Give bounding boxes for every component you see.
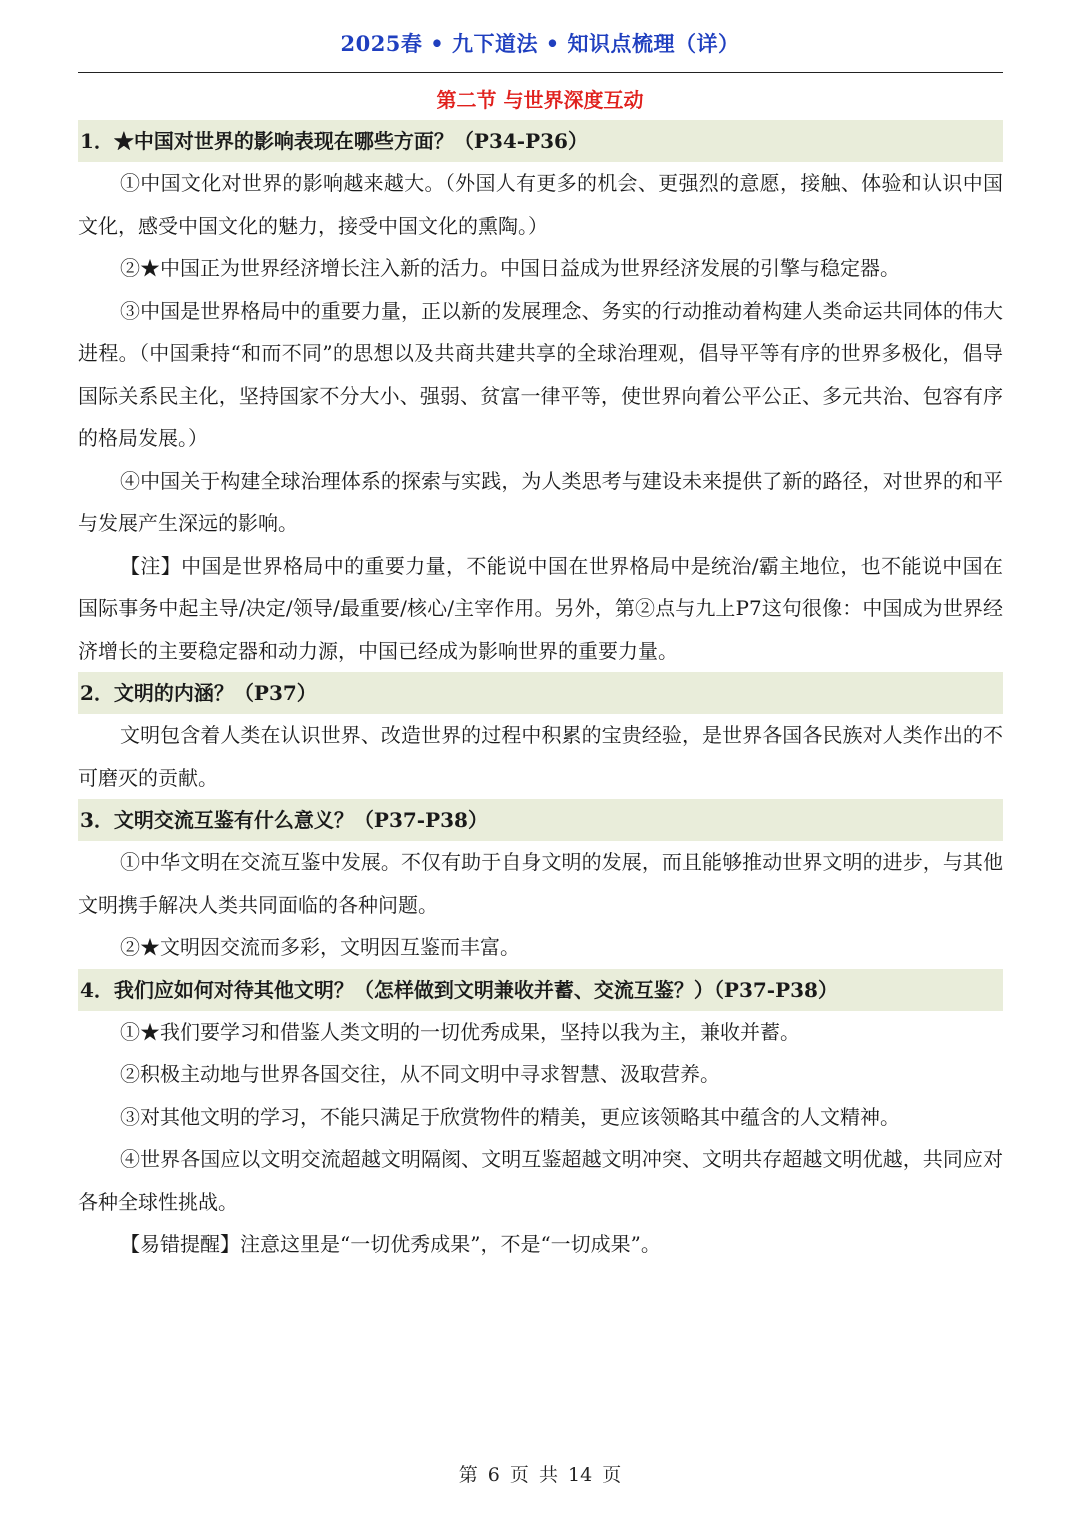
document-header-title: 2025春 • 九下道法 • 知识点梳理（详） <box>340 31 740 56</box>
answer-paragraph: 文明包含着人类在认识世界、改造世界的过程中积累的宝贵经验，是世界各国各民族对人类作出的不可磨灭的贡献。 <box>78 723 1003 790</box>
answer-paragraph: ②积极主动地与世界各国交往，从不同文明中寻求智慧、汲取营养。 <box>120 1062 720 1086</box>
question-heading: 2．文明的内涵？（P37） <box>78 672 1003 714</box>
answer-paragraph: ③对其他文明的学习，不能只满足于欣赏物件的精美，更应该领略其中蕴含的人文精神。 <box>120 1104 900 1129</box>
question-heading: 1．★中国对世界的影响表现在哪些方面？（P34-P36） <box>78 120 1003 162</box>
answer-paragraph: ①中国文化对世界的影响越来越大。（外国人有更多的机会、更强烈的意愿，接触、体验和认识中国文化，感受中国文化的魅力，接受中国文化的熏陶。） <box>78 171 1003 238</box>
answer-paragraph: ②★文明因交流而多彩，文明因互鉴而丰富。 <box>120 935 520 959</box>
answer-paragraph: ①★我们要学习和借鉴人类文明的一切优秀成果，坚持以我为主，兼收并蓄。 <box>120 1019 800 1044</box>
warning-paragraph: 【易错提醒】注意这里是“一切优秀成果”，不是“一切成果”。 <box>120 1232 661 1256</box>
page-number-footer: 第 6 页 共 14 页 <box>458 1464 622 1486</box>
answer-paragraph: ③中国是世界格局中的重要力量，正以新的发展理念、务实的行动推动着构建人类命运共同体的伟大进程。（中国秉持“和而不同”的思想以及共商共建共享的全球治理观，倡导平等有序的世界多极化，倡导国际关系民主化，坚持国家不分大小、强弱、贫富一律平等，使世界向着公平公正、多元共治、包容有序的格局发展。） <box>78 298 1003 450</box>
question-block-3 <box>78 799 1003 969</box>
question-block-2 <box>78 672 1003 799</box>
answer-paragraph: ①中华文明在交流互鉴中发展。不仅有助于自身文明的发展，而且能够推动世界文明的进步，与其他文明携手解决人类共同面临的各种问题。 <box>78 850 1003 917</box>
section-title: 第二节 与世界深度互动 <box>436 88 644 112</box>
question-block-1 <box>78 120 1003 672</box>
header-divider <box>78 72 1003 73</box>
question-heading: 4．我们应如何对待其他文明？（怎样做到文明兼收并蓄、交流互鉴？）（P37-P38） <box>78 969 1003 1011</box>
question-heading: 3．文明交流互鉴有什么意义？（P37-P38） <box>78 799 1003 841</box>
answer-paragraph: ②★中国正为世界经济增长注入新的活力。中国日益成为世界经济发展的引擎与稳定器。 <box>120 256 900 280</box>
document-body <box>78 120 1003 1266</box>
note-paragraph: 【注】中国是世界格局中的重要力量，不能说中国在世界格局中是统治/霸主地位，也不能说中国在国际事务中起主导/决定/领导/最重要/核心/主宰作用。另外，第②点与九上P7这句很像：中国成为世界经济增长的主要稳定器和动力源，中国已经成为影响世界的重要力量。 <box>78 553 1003 663</box>
question-block-4 <box>78 969 1003 1266</box>
answer-paragraph: ④世界各国应以文明交流超越文明隔阂、文明互鉴超越文明冲突、文明共存超越文明优越，共同应对各种全球性挑战。 <box>78 1147 1003 1214</box>
answer-paragraph: ④中国关于构建全球治理体系的探索与实践，为人类思考与建设未来提供了新的路径，对世界的和平与发展产生深远的影响。 <box>78 468 1003 535</box>
